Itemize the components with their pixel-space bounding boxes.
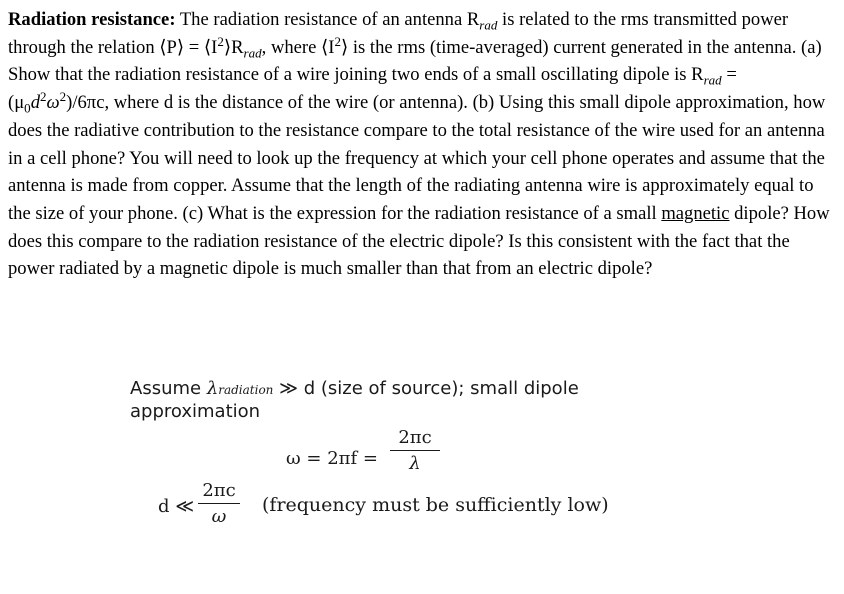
problem-text-10: dipole? How does this compare to the radiation resistance of the electric dipole? Is this consistent with the fact that the power radiated by a magnetic dipole is much smaller than that from an electric dipole?	[8, 202, 830, 280]
assume-word: Assume	[130, 378, 207, 399]
fraction-2pic-over-lambda	[390, 427, 440, 474]
omega-equation: ω = 2πf =	[286, 448, 378, 469]
fraction-2-denominator: ω	[211, 506, 227, 527]
problem-text-9: )/6πc, where d is the distance of the wire (or antenna). (b) Using this small dipole approximation, how does the radiative contribution to the resistance compare to the total resistance of the wire used for an antenna in a cell phone? You will need to look up the frequency at which your cell phone operates and assume that the antenna is made from copper. Assume that the length of the radiating antenna wire is approximately equal to the size of your phone. (c) What is the expression for the radiation resistance of a small	[8, 92, 826, 224]
rad-subscript-1: rad	[479, 17, 498, 33]
radiation-subscript: radiation	[218, 383, 274, 397]
problem-text-3: ⟩R	[223, 36, 244, 58]
power-2-b: 2	[334, 33, 341, 49]
d-much-less-than: d ≪	[158, 496, 195, 517]
fraction-1-numerator: 2πc	[390, 427, 440, 451]
problem-text-1: The radiation resistance of an antenna R	[175, 9, 480, 30]
fraction-2pic-over-omega	[198, 480, 240, 527]
magnetic-underlined: magnetic	[661, 202, 730, 224]
assumption-note	[130, 378, 650, 423]
problem-text-5: ⟩ is the rms (time-averaged) current generated in the antenna. (a) Show that the radiation resistance of a wire joining two ends of a small oscillating dipole is R	[8, 36, 822, 86]
assumption-rest: ≫ d (size of source); small dipole approximation	[130, 378, 579, 422]
problem-text-2: is related to the rms transmitted power through the relation ⟨P⟩ = ⟨I	[8, 9, 789, 58]
rad-subscript-3: rad	[703, 73, 722, 89]
fraction-1-denominator: λ	[409, 453, 421, 474]
problem-title: Radiation resistance:	[8, 9, 176, 30]
frequency-note: (frequency must be sufficiently low)	[262, 494, 609, 516]
problem-text-4: , where ⟨I	[261, 36, 335, 58]
fraction-2-numerator: 2πc	[198, 480, 240, 504]
power-2-d: 2	[59, 88, 67, 104]
rad-subscript-2: rad	[243, 45, 262, 61]
problem-text-6: = (μ	[8, 64, 737, 114]
lambda-symbol: λ	[206, 378, 219, 399]
power-2-c: 2	[39, 88, 47, 104]
mu-zero-subscript: 0	[24, 100, 31, 116]
problem-text-8: ω	[46, 92, 60, 114]
problem-text-7: d	[30, 92, 40, 114]
power-2-a: 2	[217, 33, 224, 49]
